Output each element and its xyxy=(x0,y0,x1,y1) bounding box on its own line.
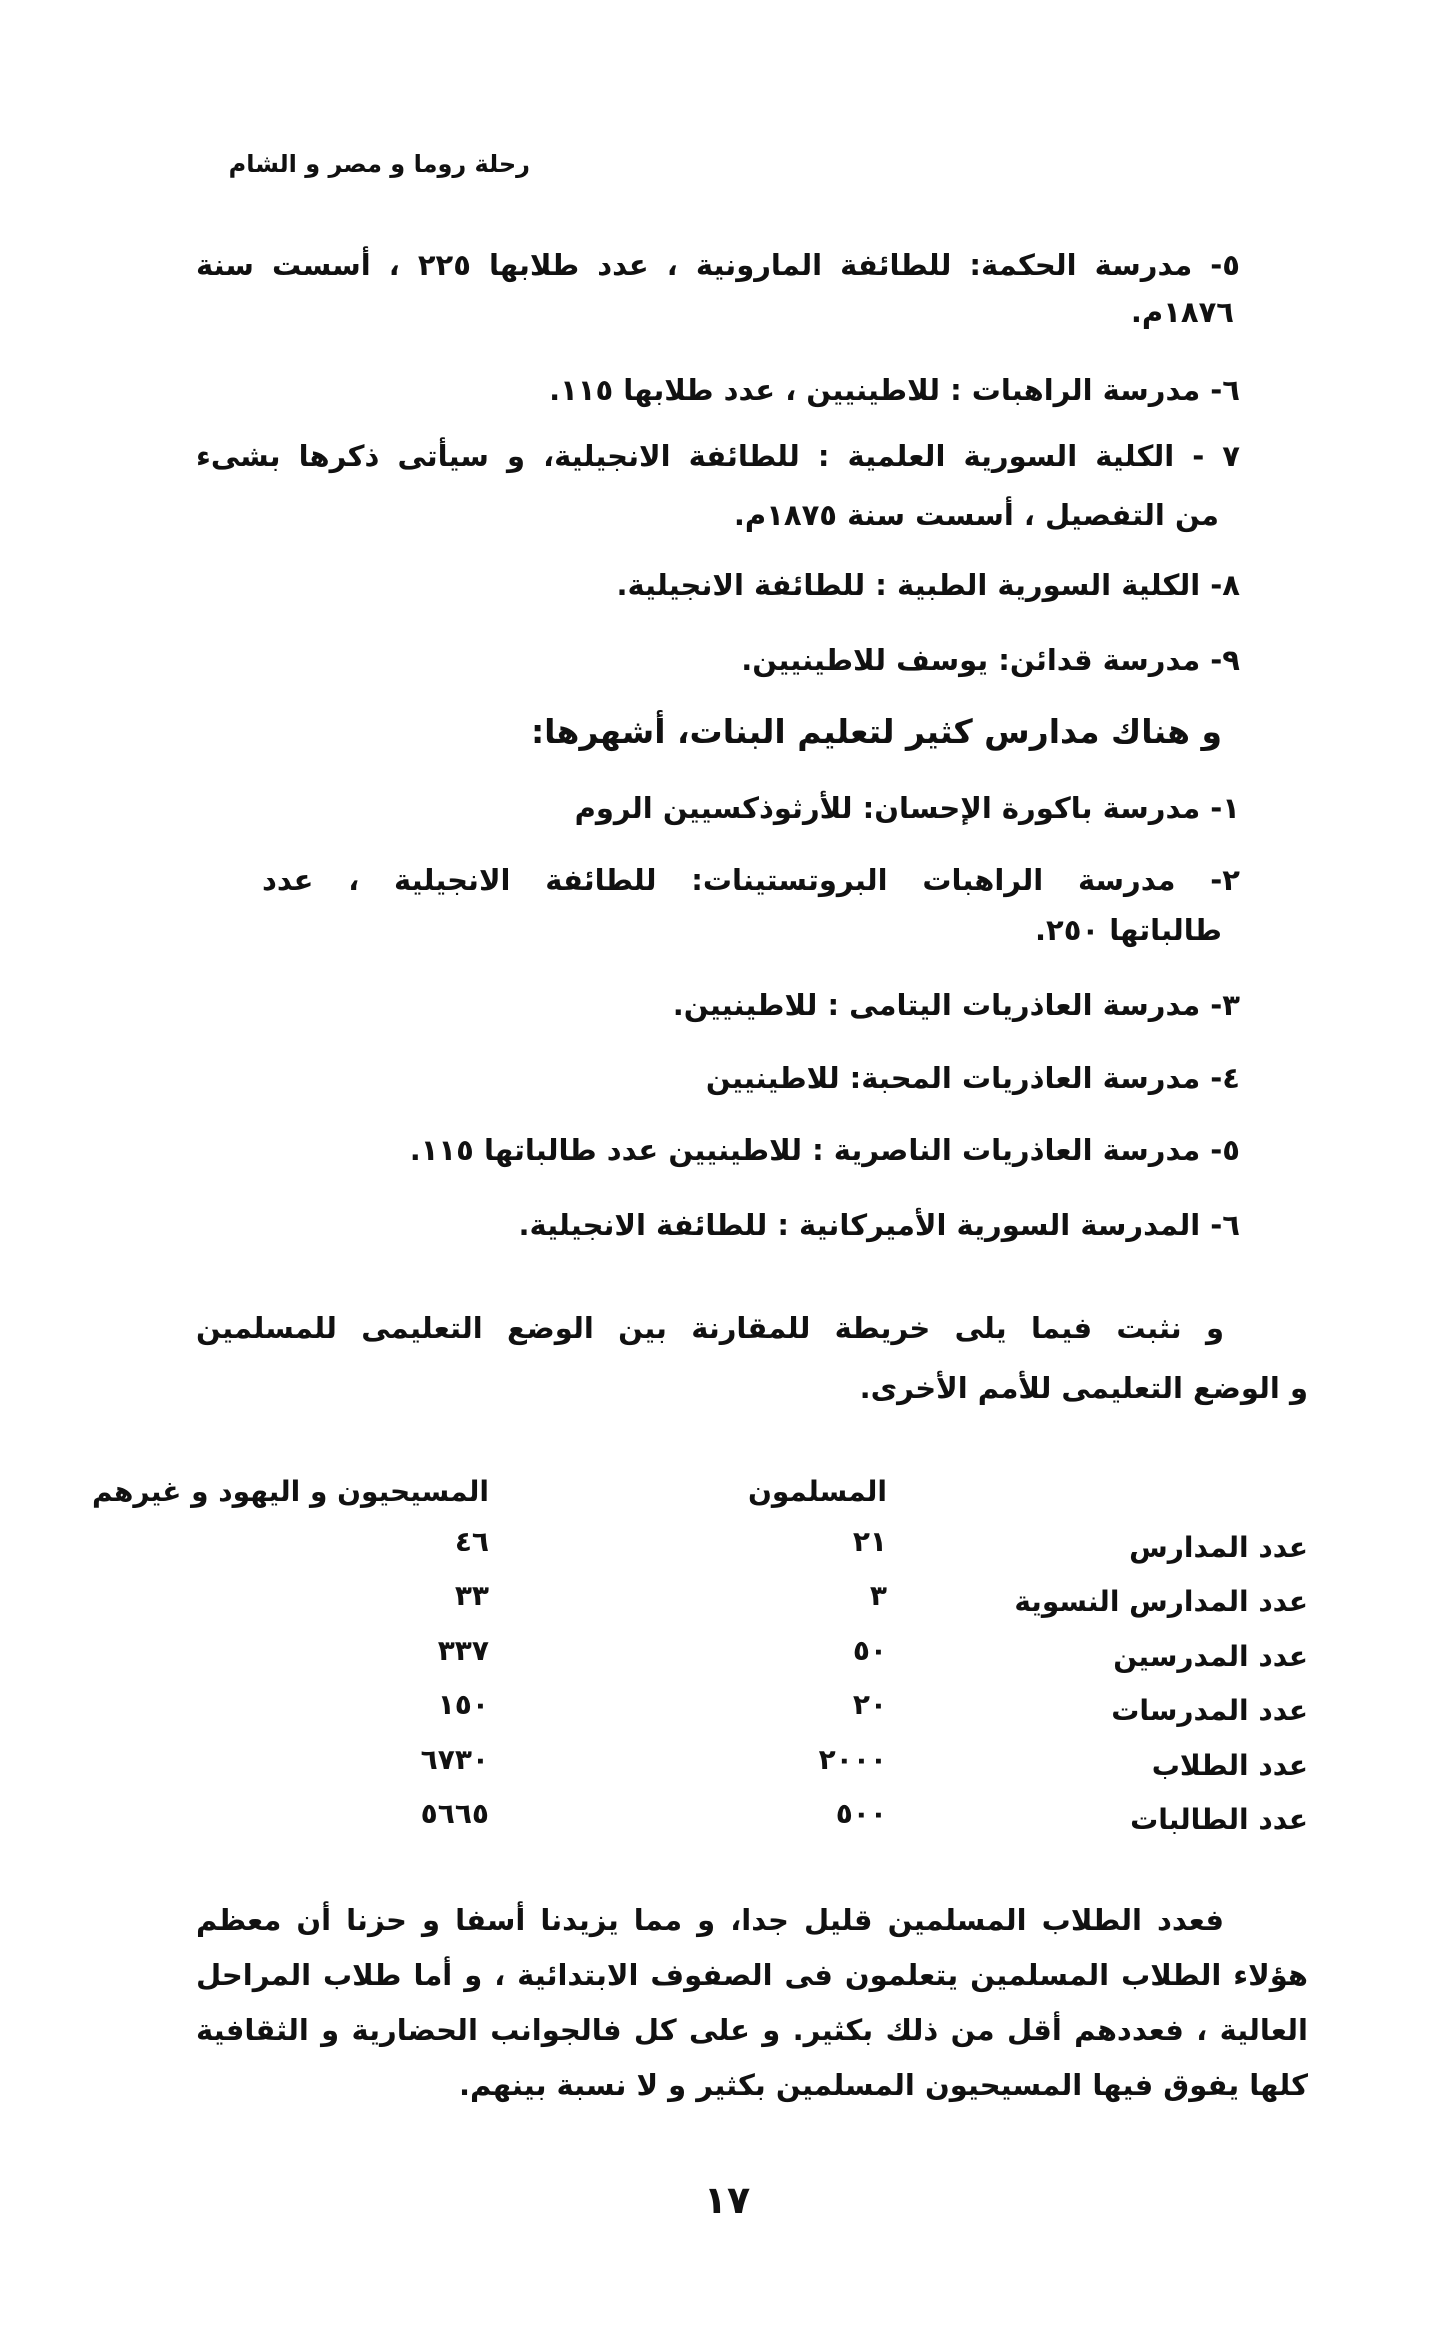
list-item: ٥- مدرسة العاذريات الناصرية : للاطينيين عدد طالباتها ١١٥. xyxy=(409,1133,1240,1167)
cell-value: ٢١ xyxy=(852,1525,887,1558)
list-item: ٨- الكلية السورية الطبية : للطائفة الانجيلية. xyxy=(616,568,1240,602)
paragraph-line: العالية ، فعددهم أقل من ذلك بكثير. و على كل فالجوانب الحضارية و الثقافية xyxy=(196,2013,1308,2047)
row-label: عدد المدارس xyxy=(1129,1531,1308,1564)
cell-value: ٢٠ xyxy=(852,1688,887,1721)
list-item: ٧ - الكلية السورية العلمية : للطائفة الانجيلية، و سيأتى ذكرها بشىء xyxy=(196,439,1240,473)
cell-value: ٥٦٦٥ xyxy=(420,1797,489,1830)
list-item: ٦- مدرسة الراهبات : للاطينيين ، عدد طلابها ١١٥. xyxy=(549,373,1240,407)
row-label: عدد المدرسات xyxy=(1111,1694,1308,1727)
paragraph-line: و الوضع التعليمى للأمم الأخرى. xyxy=(859,1371,1308,1405)
list-item: ٣- مدرسة العاذريات اليتامى : للاطينيين. xyxy=(672,988,1240,1022)
paragraph-line: كلها يفوق فيها المسيحيون المسلمين بكثير و لا نسبة بينهم. xyxy=(458,2068,1308,2102)
list-item: ٥- مدرسة الحكمة: للطائفة المارونية ، عدد طلابها ٢٢٥ ، أسست سنة xyxy=(196,248,1240,282)
row-label: عدد الطالبات xyxy=(1130,1803,1308,1836)
list-item-continuation: من التفصيل ، أسست سنة ١٨٧٥م. xyxy=(733,498,1219,532)
cell-value: ١٥٠ xyxy=(437,1688,489,1721)
cell-value: ٥٠٠ xyxy=(835,1797,887,1830)
cell-value: ٤٦ xyxy=(454,1525,489,1558)
cell-value: ٢٠٠٠ xyxy=(818,1743,887,1776)
list-item: ٤- مدرسة العاذريات المحبة: للاطينيين xyxy=(705,1061,1240,1095)
cell-value: ٣٣٧ xyxy=(437,1634,489,1667)
cell-value: ٣ xyxy=(869,1579,887,1612)
list-item-continuation: طالباتها ٢٥٠. xyxy=(1035,913,1222,947)
page-number: ١٧ xyxy=(703,2178,751,2222)
list-item: ٩- مدرسة قدائن: يوسف للاطينيين. xyxy=(741,643,1240,677)
paragraph-line: هؤلاء الطلاب المسلمين يتعلمون فى الصفوف الابتدائية ، و أما طلاب المراحل xyxy=(196,1958,1308,1992)
row-label: عدد المدارس النسوية xyxy=(1014,1585,1308,1618)
cell-value: ٦٧٣٠ xyxy=(420,1743,489,1776)
row-label: عدد المدرسين xyxy=(1113,1640,1308,1673)
list-item-continuation: ١٨٧٦م. xyxy=(1130,295,1234,329)
running-header: رحلة روما و مصر و الشام xyxy=(228,150,530,178)
cell-value: ٣٣ xyxy=(454,1579,489,1612)
paragraph-line: فعدد الطلاب المسلمين قليل جدا، و مما يزيدنا أسفا و حزنا أن معظم xyxy=(196,1903,1224,1937)
paragraph-line: و نثبت فيما يلى خريطة للمقارنة بين الوضع التعليمى للمسلمين xyxy=(196,1311,1224,1345)
column-header-others: المسيحيون و اليهود و غيرهم xyxy=(92,1475,489,1508)
cell-value: ٥٠ xyxy=(852,1634,887,1667)
column-header-muslims: المسلمون xyxy=(747,1475,887,1508)
list-item: ١- مدرسة باكورة الإحسان: للأرثوذكسيين الروم xyxy=(574,791,1240,825)
row-label: عدد الطلاب xyxy=(1151,1749,1308,1782)
section-heading: و هناك مدارس كثير لتعليم البنات، أشهرها: xyxy=(530,712,1222,751)
list-item: ٦- المدرسة السورية الأميركانية : للطائفة الانجيلية. xyxy=(518,1208,1240,1242)
list-item: ٢- مدرسة الراهبات البروتستينات: للطائفة الانجيلية ، عدد xyxy=(262,863,1240,897)
